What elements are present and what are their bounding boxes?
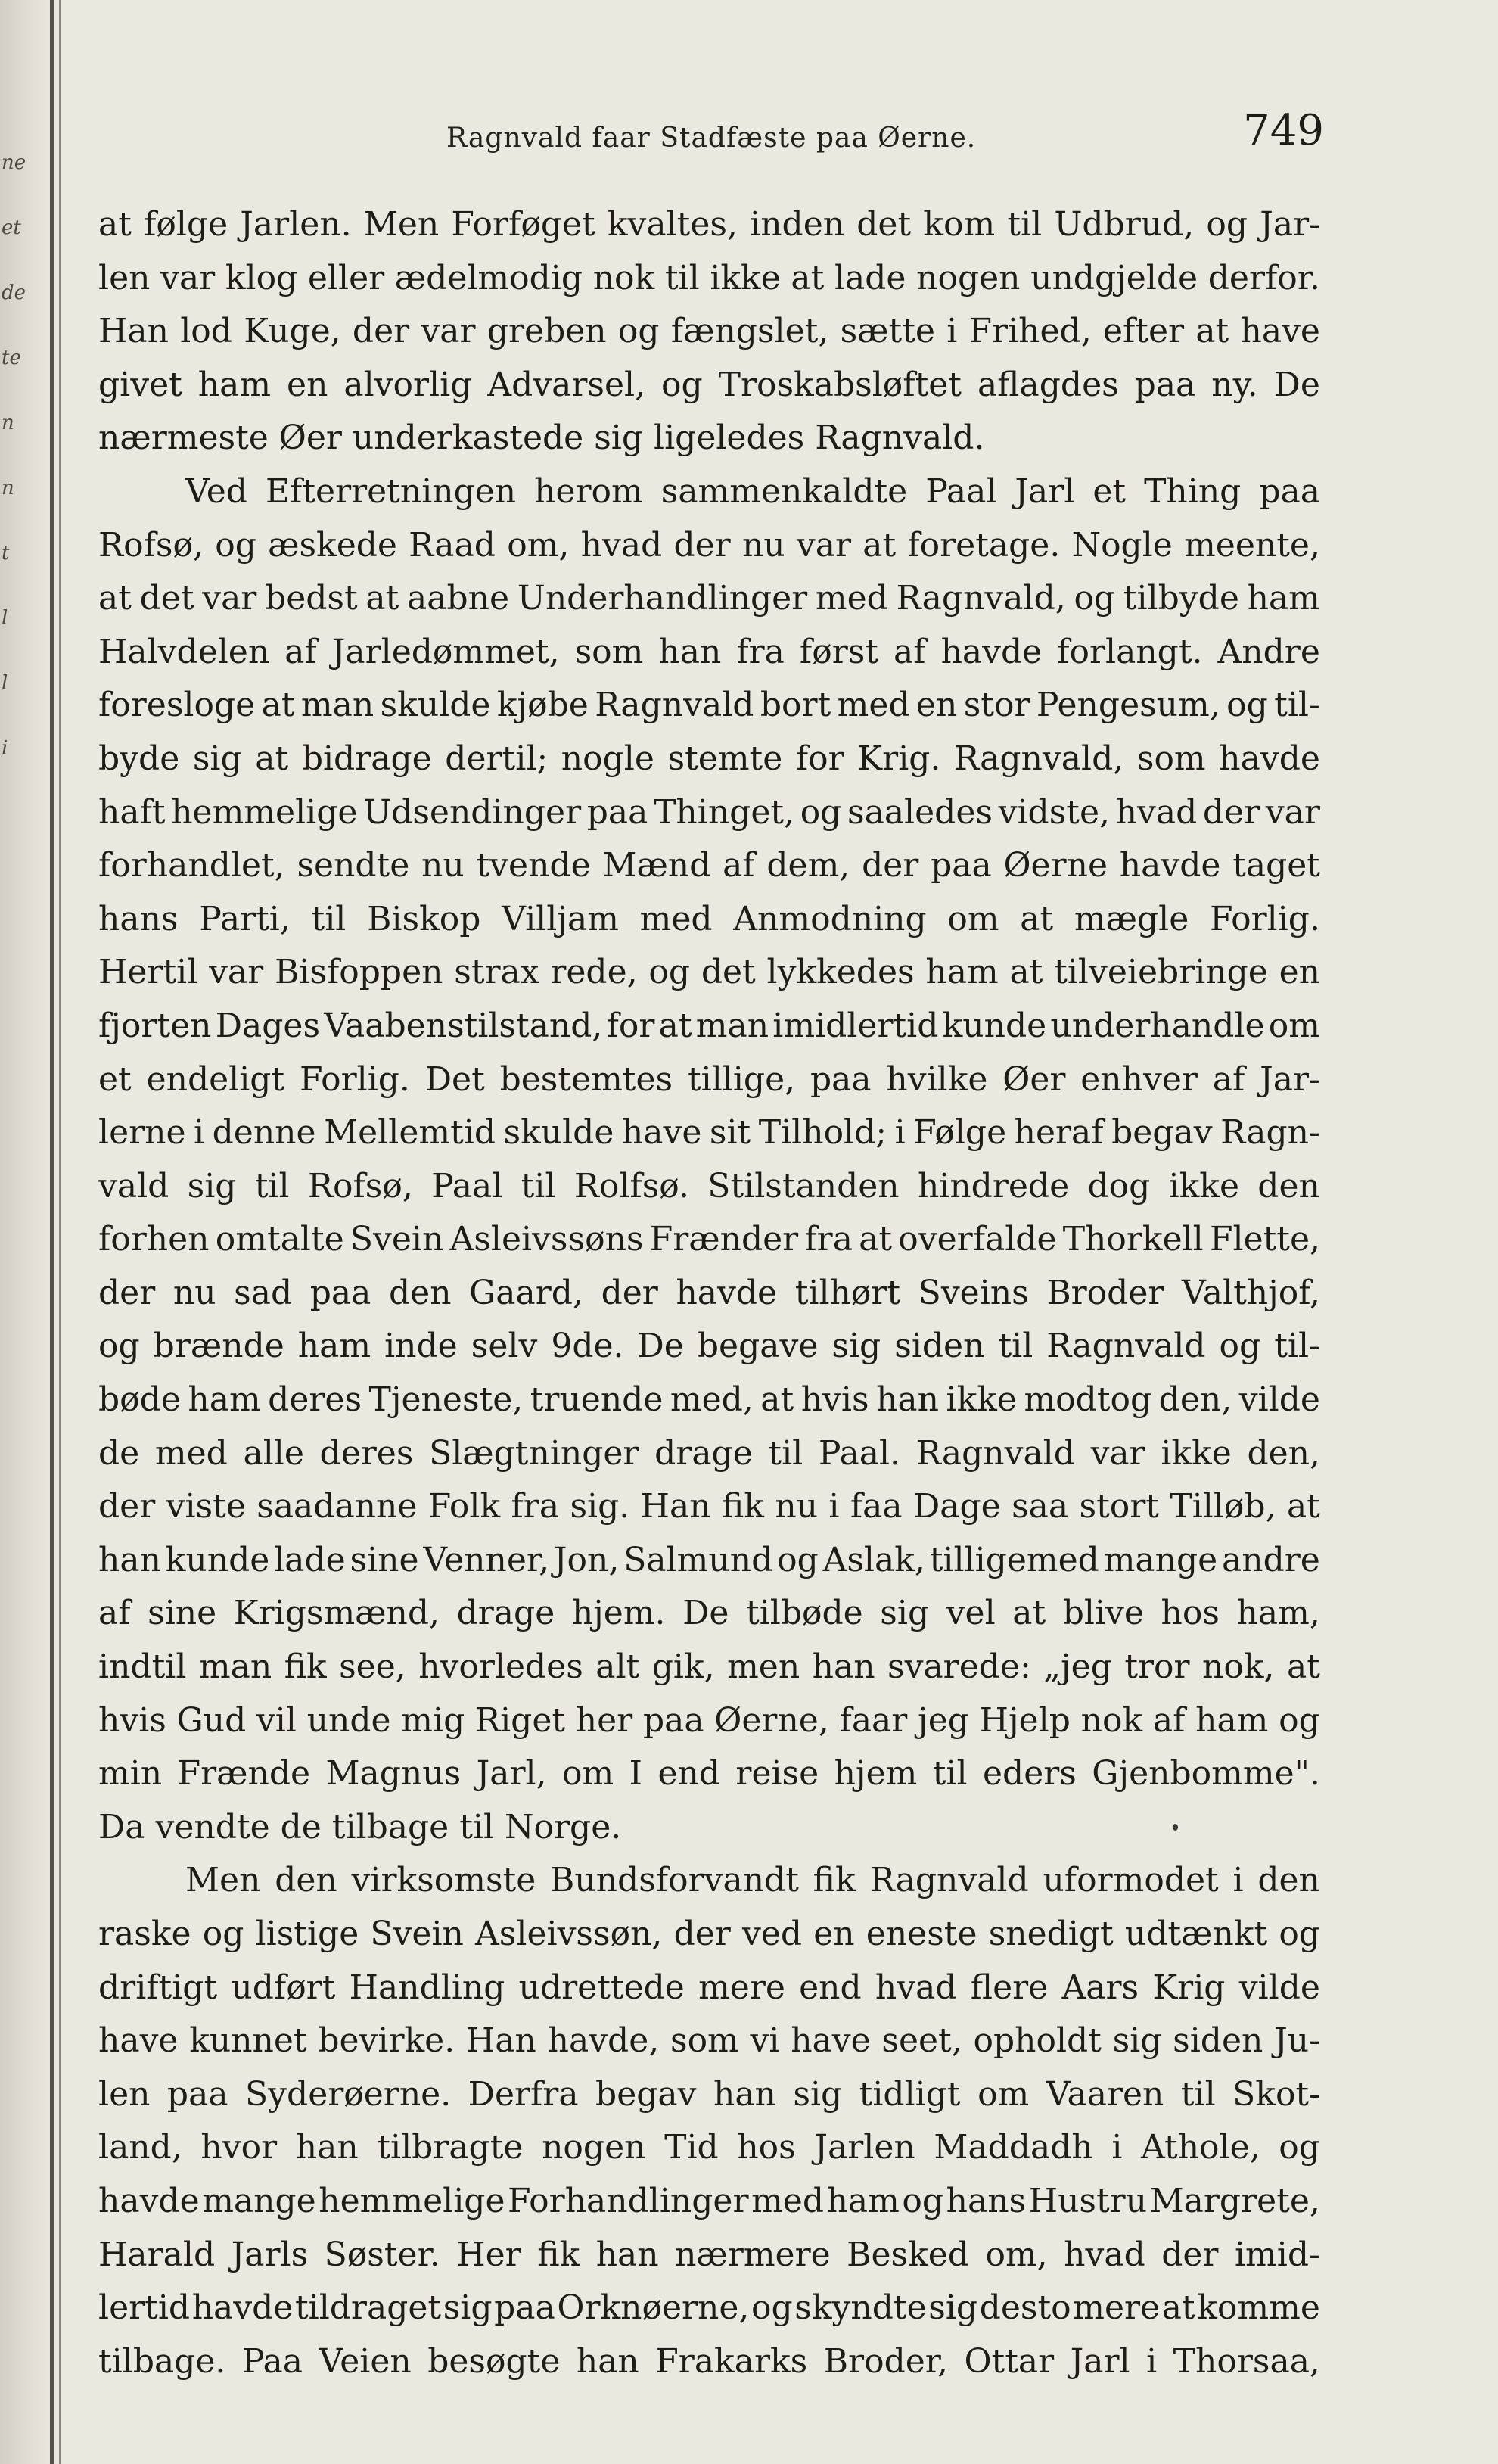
text-line xyxy=(98,572,1320,626)
text-line-content: Hertil var Bisfoppen strax rede, og det lykkedes ham at tilveiebringe en xyxy=(98,953,1320,992)
text-line xyxy=(98,1694,1320,1748)
text-line-content: len paa Syderøerne. Derfra begav han sig tidligt om Vaaren til Skot- xyxy=(98,2074,1320,2114)
text-line xyxy=(98,1854,1320,1908)
margin-fragment: t xyxy=(2,542,10,565)
facing-page-fragments xyxy=(2,151,39,802)
text-line xyxy=(98,198,1320,252)
text-line-content: Harald Jarls Søster. Her fik han nærmere Besked om, hvad der imid- xyxy=(98,2235,1320,2274)
text-line xyxy=(98,1374,1320,1427)
margin-fragment: l xyxy=(2,607,8,630)
text-line-content: de med alle deres Slægtninger drage til Paal. Ragnvald var ikke den, xyxy=(98,1433,1320,1473)
text-line-content: givet ham en alvorlig Advarsel, og Troskabsløftet aflagdes paa ny. De xyxy=(98,365,1320,404)
text-line xyxy=(98,1000,1320,1053)
margin-fragment: i xyxy=(2,737,8,760)
text-line-content: raske og listige Svein Asleivssøn, der ved en eneste snedigt udtænkt og xyxy=(98,1915,1320,1953)
text-line xyxy=(98,2014,1320,2068)
text-line-content: land, hvor han tilbragte nogen Tid hos Jarlen Maddadh i Athole, og xyxy=(98,2128,1320,2167)
text-line xyxy=(98,1213,1320,1267)
text-line-content: der viste saadanne Folk fra sig. Han fik nu i faa Dage saa stort Tilløb, at xyxy=(98,1487,1320,1526)
text-line-content: Han lod Kuge, der var greben og fængslet, sætte i Frihed, efter at have xyxy=(98,312,1320,351)
text-line xyxy=(98,2068,1320,2122)
text-line-content: forhen omtalte Svein Asleivssøns Frænder fra at overfalde Thorkell Flette, xyxy=(98,1220,1320,1259)
text-line xyxy=(98,359,1320,412)
margin-fragment: de xyxy=(2,282,26,304)
text-line-content: fjorten Dages Vaabenstilstand, for at man imidlertid kunde underhandle om xyxy=(98,1006,1320,1045)
running-title: Ragnvald faar Stadfæste paa Øerne. xyxy=(446,123,977,154)
text-line-content: et endeligt Forlig. Det bestemtes tillige, paa hvilke Øer enhver af Jar- xyxy=(98,1059,1320,1099)
text-line-content: og brænde ham inde selv 9de. De begave sig siden til Ragnvald og til- xyxy=(98,1327,1320,1366)
text-line xyxy=(98,519,1320,573)
text-line xyxy=(98,2175,1320,2229)
text-line-content: af sine Krigsmænd, drage hjem. De tilbøde sig vel at blive hos ham, xyxy=(98,1594,1320,1633)
text-line-content: Ved Efterretningen herom sammenkaldte Paal Jarl et Thing paa xyxy=(185,471,1320,511)
text-line xyxy=(98,2282,1320,2335)
margin-fragment: l xyxy=(2,672,8,695)
text-line-content: Da vendte de tilbage til Norge. xyxy=(98,1807,622,1846)
text-line-content: havde mange hemmelige Forhandlinger med ham og hans Hustru Margrete, xyxy=(98,2181,1320,2220)
text-line-content: have kunnet bevirke. Han havde, som vi have seet, opholdt sig siden Ju- xyxy=(98,2021,1320,2061)
text-line xyxy=(98,1908,1320,1962)
ink-speck xyxy=(1173,1824,1178,1831)
text-line xyxy=(98,465,1320,519)
text-line-content: nærmeste Øer underkastede sig ligeledes Ragnvald. xyxy=(98,418,985,458)
text-line xyxy=(98,1427,1320,1481)
margin-fragment: n xyxy=(2,477,14,499)
text-line-content: Men den virksomste Bundsforvandt fik Ragnvald uformodet i den xyxy=(185,1861,1320,1900)
text-line xyxy=(98,679,1320,733)
text-line-content: forhandlet, sendte nu tvende Mænd af dem, der paa Øerne havde taget xyxy=(98,846,1320,885)
text-line xyxy=(98,1801,1320,1855)
binding-edge-inner xyxy=(59,0,61,2464)
text-line-content: Rofsø, og æskede Raad om, hvad der nu var at foretage. Nogle meente, xyxy=(98,525,1320,565)
margin-fragment: et xyxy=(2,216,21,239)
text-line-content: min Frænde Magnus Jarl, om I end reise hjem til eders Gjenbomme". xyxy=(98,1754,1320,1794)
text-line xyxy=(98,893,1320,947)
text-line-content: hvis Gud vil unde mig Riget her paa Øerne, faar jeg Hjelp nok af ham og xyxy=(98,1700,1320,1740)
text-line-content: at følge Jarlen. Men Forføget kvaltes, inden det kom til Udbrud, og Jar- xyxy=(98,205,1320,244)
text-line xyxy=(98,2121,1320,2175)
text-line-content: byde sig at bidrage dertil; nogle stemte for Krig. Ragnvald, som havde xyxy=(98,739,1320,778)
text-line xyxy=(98,252,1320,306)
text-line-content: vald sig til Rofsø, Paal til Rolfsø. Stilstanden hindrede dog ikke den xyxy=(98,1166,1320,1206)
text-line-content: tilbage. Paa Veien besøgte han Frakarks Broder, Ottar Jarl i Thorsaa, xyxy=(98,2341,1320,2381)
text-line-content: len var klog eller ædelmodig nok til ikke at lade nogen undgjelde derfor. xyxy=(98,258,1320,297)
text-line-content: han kunde lade sine Venner, Jon, Salmund og Aslak, tilligemed mange andre xyxy=(98,1540,1320,1579)
text-line xyxy=(98,1160,1320,1214)
margin-fragment: ne xyxy=(2,151,26,174)
margin-fragment: te xyxy=(2,347,21,369)
text-line-content: indtil man fik see, hvorledes alt gik, men han svarede: „jeg tror nok, at xyxy=(98,1647,1320,1687)
text-line-content: haft hemmelige Udsendinger paa Thinget, og saaledes vidste, hvad der var xyxy=(98,792,1320,832)
text-line xyxy=(98,1534,1320,1588)
text-line-content: foresloge at man skulde kjøbe Ragnvald bort med en stor Pengesum, og til- xyxy=(98,686,1320,725)
binding-edge xyxy=(50,0,54,2464)
body-text xyxy=(98,198,1320,2388)
text-line xyxy=(98,2335,1320,2389)
text-line-content: bøde ham deres Tjeneste, truende med, at hvis han ikke modtog den, vilde xyxy=(98,1380,1320,1420)
text-line xyxy=(98,1962,1320,2015)
text-line xyxy=(98,786,1320,840)
margin-fragment: n xyxy=(2,412,14,434)
text-line xyxy=(98,1267,1320,1321)
page-header xyxy=(98,106,1324,166)
text-line-content: hans Parti, til Biskop Villjam med Anmodning om at mægle Forlig. xyxy=(98,899,1320,938)
page-number: 749 xyxy=(1243,106,1324,155)
text-line xyxy=(98,412,1320,465)
text-line xyxy=(98,1053,1320,1107)
text-line-content: der nu sad paa den Gaard, der havde tilhørt Sveins Broder Valthjof, xyxy=(98,1273,1320,1312)
text-line xyxy=(98,839,1320,893)
text-line xyxy=(98,1641,1320,1694)
text-line xyxy=(98,733,1320,786)
text-line xyxy=(98,946,1320,1000)
text-line-content: Halvdelen af Jarledømmet, som han fra først af havde forlangt. Andre xyxy=(98,632,1320,671)
text-line xyxy=(98,305,1320,359)
text-line xyxy=(98,1106,1320,1160)
text-line-content: driftigt udført Handling udrettede mere end hvad flere Aars Krig vilde xyxy=(98,1968,1320,2007)
text-line xyxy=(98,1747,1320,1801)
text-line-content: lerne i denne Mellemtid skulde have sit Tilhold; i Følge heraf begav Ragn- xyxy=(98,1113,1320,1153)
text-line xyxy=(98,2229,1320,2282)
text-line-content: at det var bedst at aabne Underhandlinger med Ragnvald, og tilbyde ham xyxy=(98,579,1320,618)
text-line xyxy=(98,1480,1320,1534)
text-line-content: lertid havde tildraget sig paa Orknøerne, og skyndte sig desto mere at komme xyxy=(98,2288,1320,2328)
text-line xyxy=(98,626,1320,680)
text-line xyxy=(98,1320,1320,1374)
text-line xyxy=(98,1587,1320,1641)
